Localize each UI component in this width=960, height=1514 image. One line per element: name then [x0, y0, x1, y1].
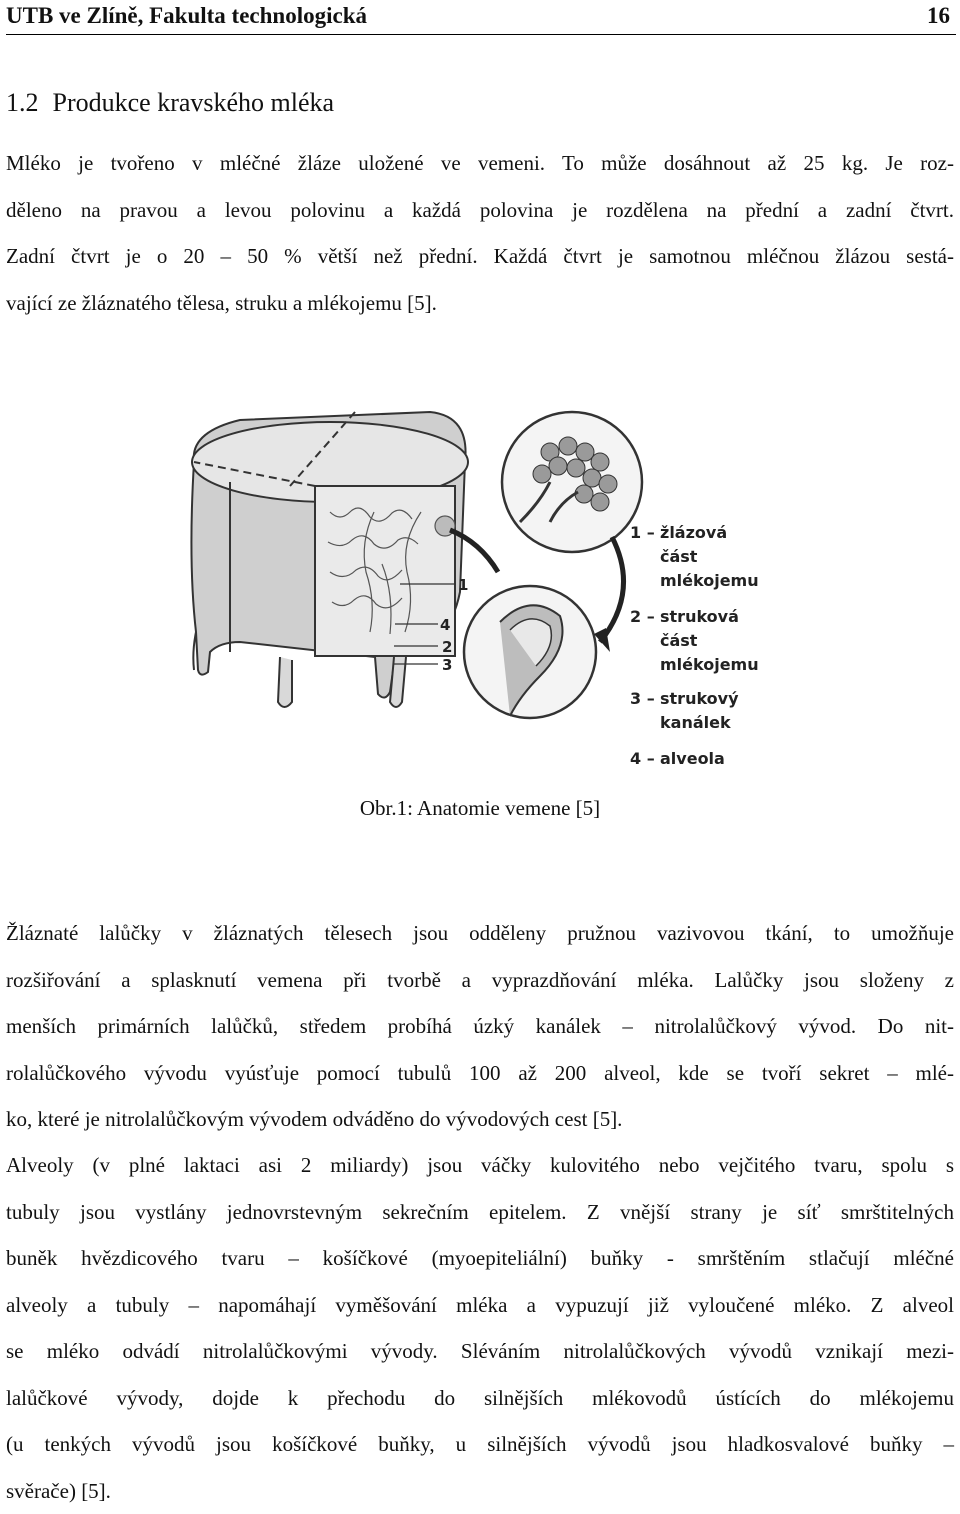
text-line: svěrače) [5].: [6, 1468, 954, 1514]
legend-text: strukový: [660, 689, 739, 708]
paragraph-1: [6, 140, 954, 326]
text-line: vající ze žláznatého tělesa, struku a mlékojemu [5].: [6, 280, 954, 327]
text-line: (u tenkých vývodů jsou košíčkové buňky, u silnějších vývodů jsou hladkosvalové buňky –: [6, 1421, 954, 1468]
legend-num-3: 3 –: [630, 689, 655, 708]
figure-caption: Obr.1: Anatomie vemene [5]: [0, 796, 960, 821]
paragraph-3: [6, 1142, 954, 1514]
text-line: Alveoly (v plné laktaci asi 2 miliardy) jsou váčky kulovitého nebo vejčitého tvaru, spolu s: [6, 1142, 954, 1189]
text-line: ko, které je nitrolalůčkovým vývodem odváděno do vývodových cest [5].: [6, 1096, 954, 1143]
text-line: rozšiřování a splasknutí vemena při tvorbě a vyprazdňování mléka. Lalůčky jsou složeny z: [6, 957, 954, 1004]
legend-num-2: 2 –: [630, 607, 655, 626]
text-line: děleno na pravou a levou polovinu a každá polovina je rozdělena na přední a zadní čtvrt.: [6, 187, 954, 234]
page-header: [6, 0, 956, 35]
alveoli-magnified-circle: [502, 412, 642, 552]
legend-text: mlékojemu: [660, 655, 759, 674]
legend-num-1: 1 –: [630, 523, 655, 542]
text-line: lalůčkové vývody, dojde k přechodu do silnějších mlékovodů ústících do mlékojemu: [6, 1375, 954, 1422]
legend-text: mlékojemu: [660, 571, 759, 590]
paragraph-2: [6, 910, 954, 1143]
text-line: Žláznaté lalůčky v žláznatých tělesech jsou odděleny pružnou vazivovou tkání, to umožňuje: [6, 910, 954, 957]
text-line: tubuly jsou vystlány jednovrstevným sekrečním epitelem. Z vnější strany je síť smrštitelných: [6, 1189, 954, 1236]
text-line: Zadní čtvrt je o 20 – 50 % větší než přední. Každá čtvrt je samotnou mléčnou žlázou sestá-: [6, 233, 954, 280]
figure-label-2: 2: [442, 638, 452, 656]
legend-text: struková: [660, 607, 739, 626]
figure-label-3: 3: [442, 656, 452, 674]
legend-num-4: 4 –: [630, 749, 655, 768]
figure-label-4: 4: [440, 616, 450, 634]
legend-text: žlázová: [660, 523, 727, 542]
text-line: buněk hvězdicového tvaru – košíčkové (myoepiteliální) buňky - smrštěním stlačují mléčné: [6, 1235, 954, 1282]
text-line: rolalůčkového vývodu vyúsťuje pomocí tubulů 100 až 200 alveol, kde se tvoří sekret – mlé-: [6, 1050, 954, 1097]
text-line: Mléko je tvořeno v mléčné žláze uložené ve vemeni. To může dosáhnout až 25 kg. Je roz-: [6, 140, 954, 187]
text-line: se mléko odvádí nitrolalůčkovými vývody. Sléváním nitrolalůčkových vývodů vznikají mezi-: [6, 1328, 954, 1375]
header-title: UTB ve Zlíně, Fakulta technologická: [6, 3, 367, 29]
legend-text: část: [660, 547, 698, 566]
text-line: menších primárních lalůčků, středem probíhá úzký kanálek – nitrolalůčkový vývod. Do nit-: [6, 1003, 954, 1050]
udder-illustration: [191, 412, 468, 707]
text-line: alveoly a tubuly – napomáhají vyměšování mléka a vypuzují již vyloučené mléko. Z alveol: [6, 1282, 954, 1329]
udder-anatomy-figure: [180, 402, 780, 780]
page-number: 16: [927, 3, 950, 29]
legend-text: část: [660, 631, 698, 650]
section-number: 1.2: [6, 88, 39, 117]
figure-label-1: 1: [458, 576, 468, 594]
section-title: Produkce kravského mléka: [53, 88, 335, 117]
teat-magnified-circle: [464, 586, 596, 718]
figure-legend: [630, 523, 759, 768]
section-heading: [6, 88, 334, 118]
legend-text: alveola: [660, 749, 725, 768]
legend-text: kanálek: [660, 713, 731, 732]
